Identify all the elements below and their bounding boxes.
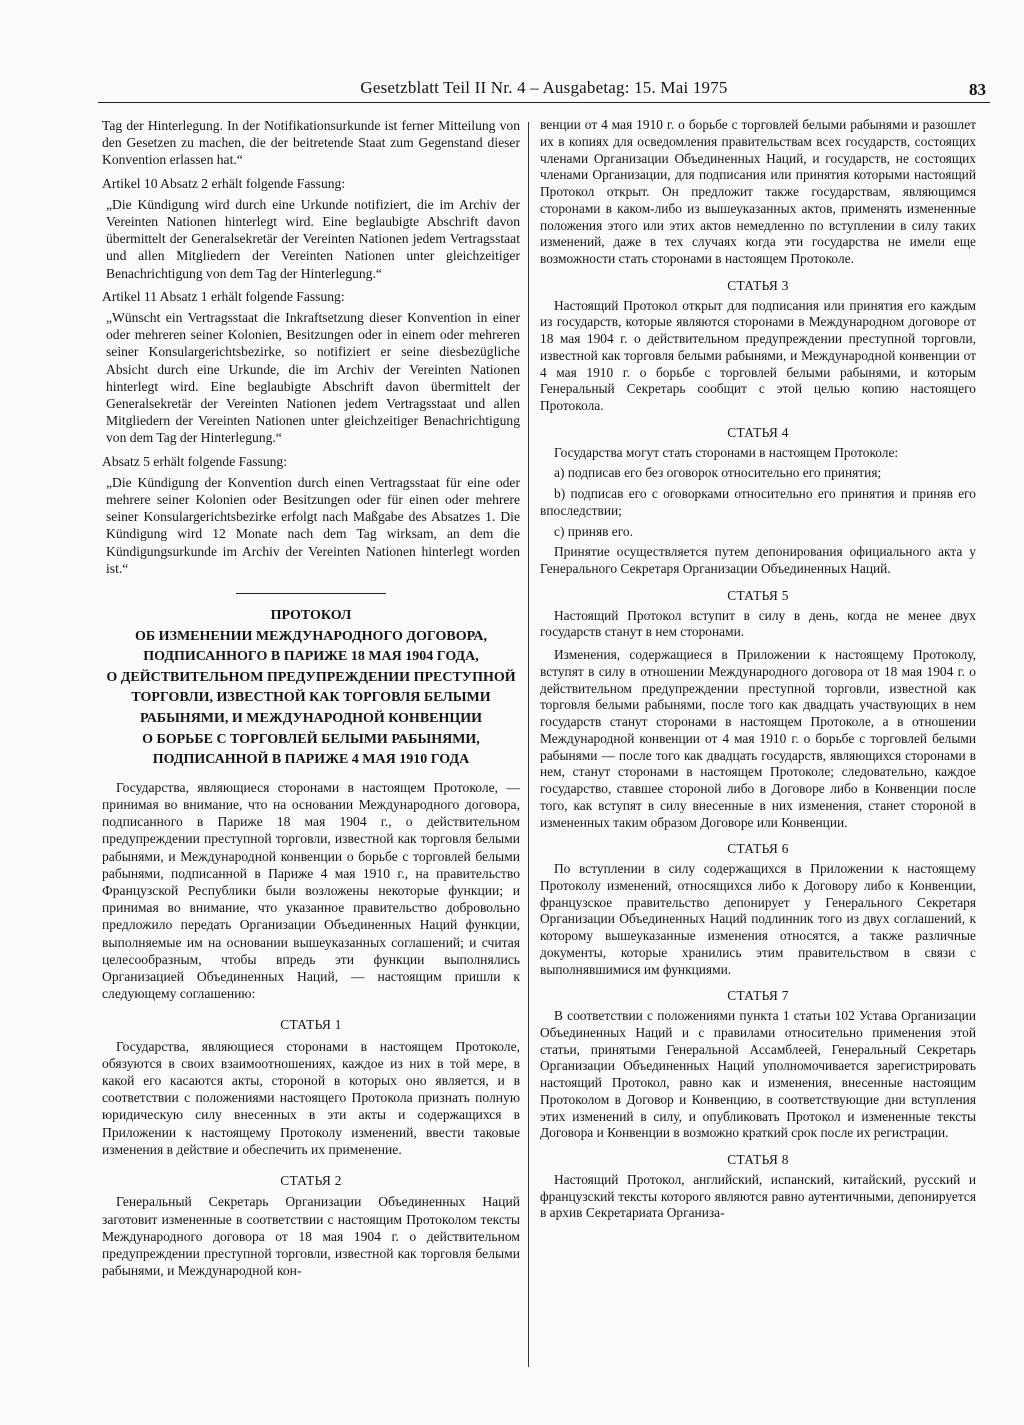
- preamble: Государства, являющиеся сторонами в настоящем Протоколе, — принимая во внимание, что на основании Международного договора, подписанного в Париже 18 мая 1904 г., о действительном предупреждении преступной торговли, известной как торговля белыми рабынями, и Международной конвенции о борьбе с торговлей белыми рабынями, подписанной в Париже 4 мая 1910 г., на правительство Французской Республики были возложены некоторые функции; и принимая во внимание, что указанное правительство добровольно предложило передать Организации Объединенных Наций функции, выполняемые им на основании вышеуказанных соглашений; и считая целесообразным, чтобы впредь эти функции выполнялись Организацией Объединенных Наций, — настоящим пришли к следующему соглашению:: [102, 779, 520, 1002]
- section-divider: [236, 593, 386, 594]
- list-item: а) подписав его без оговорок относительно его принятия;: [554, 465, 882, 481]
- article-heading: СТАТЬЯ 8: [727, 1152, 789, 1167]
- article-text: Генеральный Секретарь Организации Объединенных Наций заготовит измененные в соответствии с настоящим Протоколом тексты Международного договора от 18 мая 1904 г. о действительном предупреждении преступной торговли, известной как торговля белыми рабынями, и Международной кон-: [102, 1194, 520, 1279]
- protocol-title-line: О БОРЬБЕ С ТОРГОВЛЕЙ БЕЛЫМИ РАБЫНЯМИ,: [142, 731, 480, 747]
- list-item: с) приняв его.: [554, 523, 633, 539]
- amendment-heading: Artikel 10 Absatz 2 erhält folgende Fassung:: [102, 175, 346, 191]
- article-text: Настоящий Протокол вступит в силу в день, когда не менее двух государств станут в нем сторонами.: [540, 607, 976, 640]
- protocol-title-line: ПОДПИСАННОГО В ПАРИЖЕ 18 МАЯ 1904 ГОДА,: [143, 649, 479, 665]
- article-heading: СТАТЬЯ 5: [727, 587, 789, 603]
- header-title: Gesetzblatt Teil II Nr. 4 – Ausgabetag: 15. Mai 1975: [360, 78, 728, 97]
- article-text: Изменения, содержащиеся в Приложении к настоящему Протоколу, вступят в силу в отношении Международного договора от 18 мая 1904 г. о действительном предупреждении преступной торговли, известной как торговля белыми рабынями, после того как двадцать участвующих в нем государств станут сторонами в настоящем Протоколе, а в отношении Международной конвенции от 4 мая 1910 г. о борьбе с торговлей белыми рабынями — после того как двадцать государств, являющихся сторонами в нем, станут сторонами в настоящем Протоколе; следовательно, каждое государство, ставшее стороной либо в Договоре либо в Конвенции после того, как вступят в силу внесенные в них изменения, станет стороной в измененных таким образом Договоре или Конвенции.: [540, 647, 976, 830]
- protocol-title: [102, 606, 520, 771]
- quoted-text: „Die Kündigung wird durch eine Urkunde notifiziert, die im Archiv der Vereinten Nationen hinterlegt wird. Eine beglaubigte Abschrift davon übermittelt der Generalsekretär der Vereinten Nationen jedem Vertragsstaat und allen Mitgliedern der Vereinten Nationen unter gleichzeitiger Benachrichtigung von dem Tag der Hinterlegung.“: [106, 196, 520, 281]
- article-text: Государства, являющиеся сторонами в настоящем Протоколе, обязуются в своих взаимоотношениях, каждое из них в той мере, в какой его касаются акты, стороной в которых оно является, и в соответствии с положениями настоящего Протокола признать полную юридическую силу внесенных в эти акты и содержащихся в Приложении к настоящему Протоколу изменений, ввести таковые изменения в действие и обеспечить их применение.: [102, 1038, 520, 1157]
- article-text: Принятие осуществляется путем депонирования официального акта у Генерального Секретаря Организации Объединенных Наций.: [540, 544, 976, 576]
- list-item: b) подписав его с оговорками относительно его принятия и приняв его впоследствии;: [540, 486, 976, 518]
- article-heading: СТАТЬЯ 1: [280, 1017, 342, 1033]
- page-header: [98, 78, 990, 103]
- page-number: 83: [969, 80, 986, 99]
- protocol-title-line: ПОДПИСАННОЙ В ПАРИЖЕ 4 МАЯ 1910 ГОДА: [152, 752, 470, 768]
- article-text: В соответствии с положениями пункта 1 статьи 102 Устава Организации Объединенных Наций и с правилами относительно применения этой статьи, принятыми Генеральной Ассамблеей, Генеральный Секретарь Организации Объединенных Наций уполномочивается зарегистрировать настоящий Протокол, равно как и изменения, внесенные настоящим Протоколом в Договор и Конвенцию, в соответствующие дни вступления этих изменений в силу, и опубликовать Протокол и измененные тексты Договора и Конвенции в возможно краткий срок после их регистрации.: [540, 1008, 976, 1141]
- protocol-title-line: ТОРГОВЛИ, ИЗВЕСТНОЙ КАК ТОРГОВЛЯ БЕЛЫМИ: [131, 690, 491, 706]
- protocol-title-line: О ДЕЙСТВИТЕЛЬНОМ ПРЕДУПРЕЖДЕНИИ ПРЕСТУПНОЙ: [106, 669, 516, 685]
- amendment-heading: Artikel 11 Absatz 1 erhält folgende Fassung:: [102, 288, 345, 304]
- article-text: Настоящий Протокол открыт для подписания или принятия его каждым из государств, которые являются сторонами в Международном договоре от 18 мая 1904 г. о действительном предупреждении преступной торговли, известной как торговля белыми рабынями, и Международной конвенции от 4 мая 1910 г. о борьбе с торговлей белыми рабынями, и которым Генеральный Секретарь сообщит с этой целью копию настоящего Протокола.: [540, 297, 976, 413]
- article-heading: СТАТЬЯ 4: [727, 424, 789, 440]
- column-divider: [528, 122, 529, 1367]
- amendment-heading: Absatz 5 erhält folgende Fassung:: [102, 453, 287, 469]
- article-heading: СТАТЬЯ 2: [280, 1173, 342, 1189]
- right-column: [540, 117, 976, 1228]
- article-text: По вступлении в силу содержащихся в Приложении к настоящему Протоколу изменений, относящихся либо к Договору либо к Конвенции, французское правительство депонирует у Генерального Секретаря Организации Объединенных Наций подлинник того из двух соглашений, к которому вышеуказанные изменения относятся, а также различные документы, которые хранились этим правительством в связи с выполнявшимися им функциями.: [540, 861, 976, 977]
- article-heading: СТАТЬЯ 3: [727, 277, 789, 293]
- article-heading: СТАТЬЯ 6: [727, 841, 789, 857]
- paragraph: Tag der Hinterlegung. In der Notifikationsurkunde ist ferner Mitteilung von den Gesetzen zu machen, die der beitretende Staat zum Gegenstand dieser Konvention erlassen hat.“: [102, 118, 520, 168]
- protocol-title-line: РАБЫНЯМИ, И МЕЖДУНАРОДНОЙ КОНВЕНЦИИ: [139, 711, 483, 727]
- left-column: [102, 117, 520, 1285]
- protocol-title-line: ПРОТОКОЛ: [270, 608, 352, 624]
- quoted-text: „Wünscht ein Vertragsstaat die Inkraftsetzung dieser Konvention in einer oder mehreren seiner Kolonien, Besitzungen oder in einem oder mehreren seiner Konsulargerichtsbezirke, so notifiziert er seine diesbezügliche Absicht durch eine Urkunde, die im Archiv der Vereinten Nationen hinterlegt wird. Eine beglaubigte Abschrift davon übermittelt der Generalsekretär der Vereinten Nationen jedem Vertragsstaat und allen Mitgliedern der Vereinten Nationen unter gleichzeitiger Benachrichtigung von dem Tag der Hinterlegung.“: [106, 310, 520, 446]
- article-text: Настоящий Протокол, английский, испанский, китайский, русский и французский тексты которого являются равно аутентичными, депонируется в архив Секретариата Организа-: [540, 1171, 976, 1221]
- quoted-text: „Die Kündigung der Konvention durch einen Vertragsstaat für eine oder mehrere seiner Kolonien oder Besitzungen oder für einen oder mehrere seiner Konsulargerichtsbezirke erfolgt nach Maßgabe des Absatzes 1. Die Kündigung wird 12 Monate nach dem Tag wirksam, an dem die Kündigungsurkunde im Archiv der Vereinten Nationen hinterlegt worden ist.“: [106, 474, 520, 576]
- article-text: Государства могут стать сторонами в настоящем Протоколе:: [554, 444, 899, 460]
- article-heading: СТАТЬЯ 7: [727, 988, 789, 1004]
- protocol-title-line: ОБ ИЗМЕНЕНИИ МЕЖДУНАРОДНОГО ДОГОВОРА,: [135, 628, 487, 644]
- paragraph: венции от 4 мая 1910 г. о борьбе с торговлей белыми рабынями и разошлет их в копиях для осведомления правительствам всех государств, состоящих членами Организации Объединенных Наций, и государств, не состоящих членами Организации, для подписания или принятия которыми настоящий Протокол открыт. Он предложит также государствам, являющимся сторонами в каком-либо из вышеуказанных актов, применять измененные положения этого или этих актов немедленно по вступлении в силу таких изменений, даже в тех случаях когда эти государства не имели еще возможности стать сторонами в настоящем Протоколе.: [540, 117, 976, 266]
